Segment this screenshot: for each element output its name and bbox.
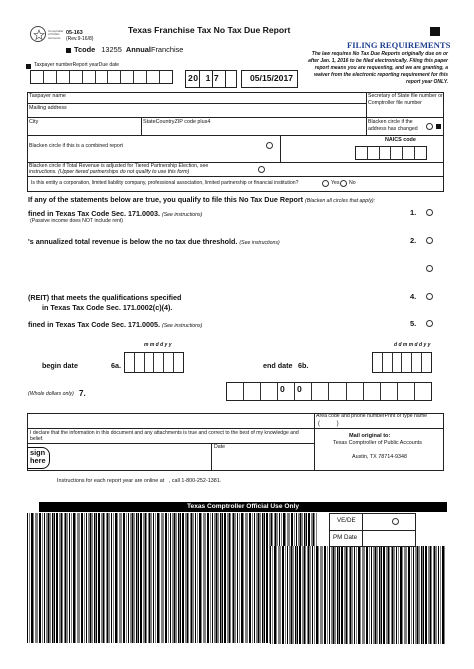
top-field-labels: Taxpayer numberReport yearDue date [34,62,120,68]
date-format-hint-b: d d m m d d y y [394,342,431,348]
end-date-field[interactable] [372,352,432,373]
instructions-note: Instructions for each report year are online at , call 1-800-252-1381. [57,478,222,484]
revenue-zero-b: 0 [297,384,302,394]
official-use-banner: Texas Comptroller Official Use Only [39,502,447,512]
registration-mark [430,27,440,36]
registration-mark [26,64,31,69]
whole-dollars-note: (Whole dollars only) [28,391,74,397]
question-5-number: 5. [410,319,417,328]
report-year-part: 1 [205,73,211,83]
question-1-note: (See instructions) [161,212,203,218]
question-2-number: 2. [410,236,417,245]
entity-question: Is this entity a corporation, limited liability company, professional association, limited partnership or financial institution? [31,180,299,186]
question-5-note: (See instructions) [161,323,203,329]
entity-no-label: No [349,180,356,186]
tcode-label: Tcode [74,45,96,54]
combined-report-circle[interactable] [266,142,273,149]
barcode [270,546,446,644]
question-5-circle[interactable] [426,320,433,327]
form-number: 05-163 [66,30,83,36]
pm-date-label: PM Date [333,534,358,541]
question-2-note: (See instructions) [239,240,280,246]
phone-parentheses: ( ) [318,421,339,427]
question-5-text: fined in Texas Tax Code Sec. 171.0005. [28,320,160,329]
tiered-partnership-line1: Blacken circle if Total Revenue is adjusted for Tiered Partnership Election, see [29,163,209,169]
report-year-part: 20 [188,73,199,83]
sign-here-line1: sign [30,448,46,457]
phone-name-label: Area code and phone numberPrint or type name [316,413,428,419]
question-2-text: 's annualized total revenue is below the no tax due threshold. [28,237,238,246]
total-revenue-field[interactable] [226,382,432,401]
question-4-number: 4. [410,292,417,301]
tcode-line [74,46,183,55]
question-3-circle[interactable] [426,265,433,272]
tiered-partnership-circle[interactable] [258,166,265,173]
city-label: City [29,119,39,125]
seal-text: Comptroller of Public Accounts [48,29,64,40]
question-4-line2: in Texas Tax Code Sec. 171.0002(c)(4). [42,303,173,312]
comptroller-seal [30,26,46,42]
question-1-number: 1. [410,208,417,217]
mail-original-heading: Mail original to: [349,433,391,439]
sos-file-number-label: Secretary of State file number or Comptroller file number [368,93,443,106]
form-title: Texas Franchise Tax No Tax Due Report [128,25,291,35]
franchise-label: Franchise [150,45,184,54]
mail-address-line2: Austin, TX 78714-9348 [352,454,408,460]
question-5 [28,321,202,330]
ve-de-circle[interactable] [392,518,399,525]
state-zip-label: StateCountryZIP code plus4 [143,119,211,125]
question-1-text: fined in Texas Tax Code Sec. 171.0003. [28,209,160,218]
sign-here-tab [27,447,50,469]
accounting-period-end-label: end date [263,361,293,370]
registration-mark [66,48,71,53]
line-6b-number: 6b. [298,361,309,370]
declaration-text: I declare that the information in this document and any attachments is true and correct to the best of my knowledge and belief. [30,430,299,443]
entity-no-circle[interactable] [340,180,347,187]
taxpayer-name-label: Taxpayer name [29,93,66,99]
mailing-address-label: Mailing address [29,105,67,111]
date-format-hint-a: m m d d y y [144,342,172,348]
begin-date-field[interactable] [124,352,184,373]
mail-address-line1: Texas Comptroller of Public Accounts [333,440,422,446]
qualify-intro-note: (Blacken all circles that apply): [305,198,376,204]
revenue-zero-a: 0 [280,384,285,394]
entity-yes-circle[interactable] [322,180,329,187]
question-4-line1: (REIT) that meets the qualifications specified [28,293,182,302]
question-2-circle[interactable] [426,237,433,244]
form-revision: (Rev.9-16/8) [66,36,94,42]
entity-yes-label: Yes [331,180,340,186]
question-2 [28,238,280,247]
report-year-part: 7 [213,73,220,83]
filing-requirements-heading: FILING REQUIREMENTS [347,40,451,50]
naics-code-field[interactable] [355,146,427,160]
identity-section [27,92,444,192]
question-1-circle[interactable] [426,209,433,216]
official-use-box [329,513,416,547]
signature-date-label: Date [214,444,225,450]
annual-label: Annual [125,45,151,54]
ve-de-label: VE/DE [337,517,356,524]
report-year-digits [188,74,219,84]
accounting-period-begin-label: begin date [42,361,78,370]
naics-code-label: NAICS code [385,137,416,143]
question-4-circle[interactable] [426,293,433,300]
address-changed-label: Blacken circle if the address has changed [368,119,418,132]
filing-requirements-text: The law requires No Tax Due Reports originally due on or after Jan. 1, 2016 to be filed electronically. Filing this paper report means you are requesting, and we are granting, a waiver from the electronic reporting requirement for this report year ONLY. [308,51,448,86]
question-1-sub: (Passive income does NOT include rent) [30,218,124,224]
tcode-value: 13255 [101,45,122,54]
qualify-intro [28,196,375,205]
due-date-value: 05/15/2017 [250,73,294,83]
combined-report-label: Blacken circle if this is a combined report [29,143,123,149]
registration-mark [436,124,441,129]
line-7-number: 7. [79,389,86,398]
taxpayer-number-field[interactable] [30,70,173,84]
qualify-intro-bold: No Tax Due Report [238,195,304,204]
sign-here-line2: here [30,456,46,466]
tiered-partnership-line2: instructions. (Upper tiered partnerships do not qualify to use this form) [29,169,190,175]
address-changed-circle[interactable] [426,123,433,130]
qualify-intro-text: If any of the statements below are true, you qualify to file this [28,195,237,204]
line-6a-number: 6a. [111,361,121,370]
